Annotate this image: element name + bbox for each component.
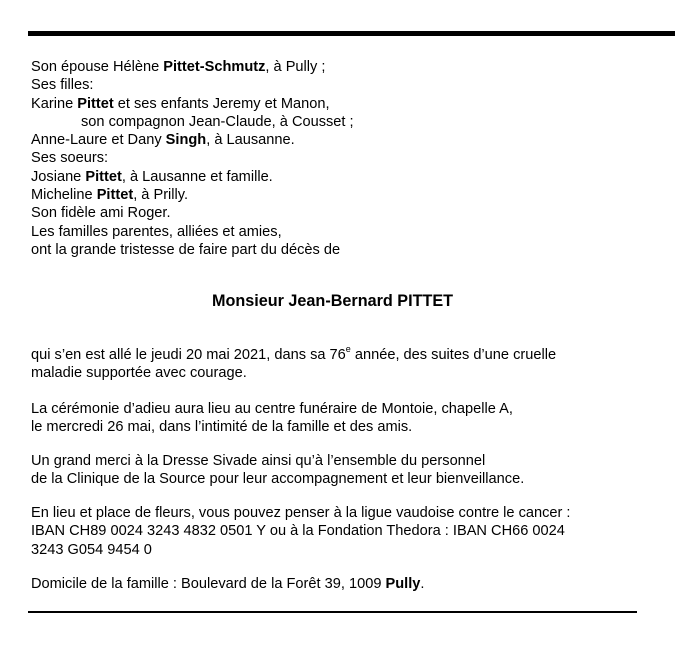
text: , à Lausanne. [206,132,295,149]
family-line: Son fidèle ami Roger. [31,205,171,222]
paragraph-line: 3243 G054 9454 0 [31,541,152,558]
surname: Pittet [96,187,134,204]
bottom-rule [28,611,637,613]
donation-paragraph [31,504,570,559]
paragraph-line: La cérémonie d’adieu aura lieu au centre funéraire de Montoie, chapelle A, [31,401,513,417]
text: Domicile de la famille : Boulevard de la Forêt 39, 1009 [31,576,386,592]
death-paragraph [31,346,556,383]
text: . [420,576,425,592]
family-line [31,95,354,113]
surname: Pittet-Schmutz [163,59,266,75]
deceased-name: Monsieur Jean-Bernard PITTET [211,292,454,310]
text: Karine [31,95,78,112]
text: Anne-Laure et Dany [31,132,166,149]
family-line [31,131,354,149]
paragraph-line: de la Clinique de la Source pour leur accompagnement et leur bienveillance. [31,471,525,488]
thanks-paragraph [31,452,524,489]
family-line: ont la grande tristesse de faire part du décès de [31,241,341,258]
family-line: Les familles parentes, alliées et amies, [31,223,282,240]
text: , à Pully ; [265,59,326,75]
top-rule [28,31,675,36]
paragraph-line: le mercredi 26 mai, dans l’intimité de la famille et des amis. [31,419,413,436]
family-line: son compagnon Jean-Claude, à Cousset ; [81,113,354,130]
family-line [31,168,354,186]
paragraph-line: IBAN CH89 0024 3243 4832 0501 Y ou à la Fondation Thedora : IBAN CH66 0024 [31,523,565,540]
text: Micheline [31,187,97,204]
paragraph-line: maladie supportée avec courage. [31,365,247,382]
text: , à Prilly. [133,187,189,204]
text: Josiane [31,168,86,185]
family-list [31,58,354,259]
text: , à Lausanne et famille. [121,168,273,185]
text: Son épouse Hélène [31,59,164,75]
family-line [31,186,354,204]
ordinal-suffix: e [345,344,351,355]
family-line [31,58,354,76]
family-line: Ses soeurs: [31,150,109,167]
text: et ses enfants Jeremy et Manon, [113,95,330,112]
surname: Singh [165,132,207,149]
ceremony-paragraph [31,400,513,437]
paragraph-line: En lieu et place de fleurs, vous pouvez penser à la ligue vaudoise contre le cancer : [31,505,571,521]
surname: Pittet [77,95,114,112]
domicile-line [31,575,424,593]
paragraph-line: Un grand merci à la Dresse Sivade ainsi qu’à l’ensemble du personnel [31,453,486,469]
paragraph-line [31,346,556,364]
family-line: Ses filles: [31,77,94,94]
surname: Pittet [85,168,122,185]
text: qui s’en est allé le jeudi 20 mai 2021, dans sa 76 [31,347,346,363]
locality: Pully [385,576,421,592]
text: année, des suites d’une cruelle [350,347,557,363]
